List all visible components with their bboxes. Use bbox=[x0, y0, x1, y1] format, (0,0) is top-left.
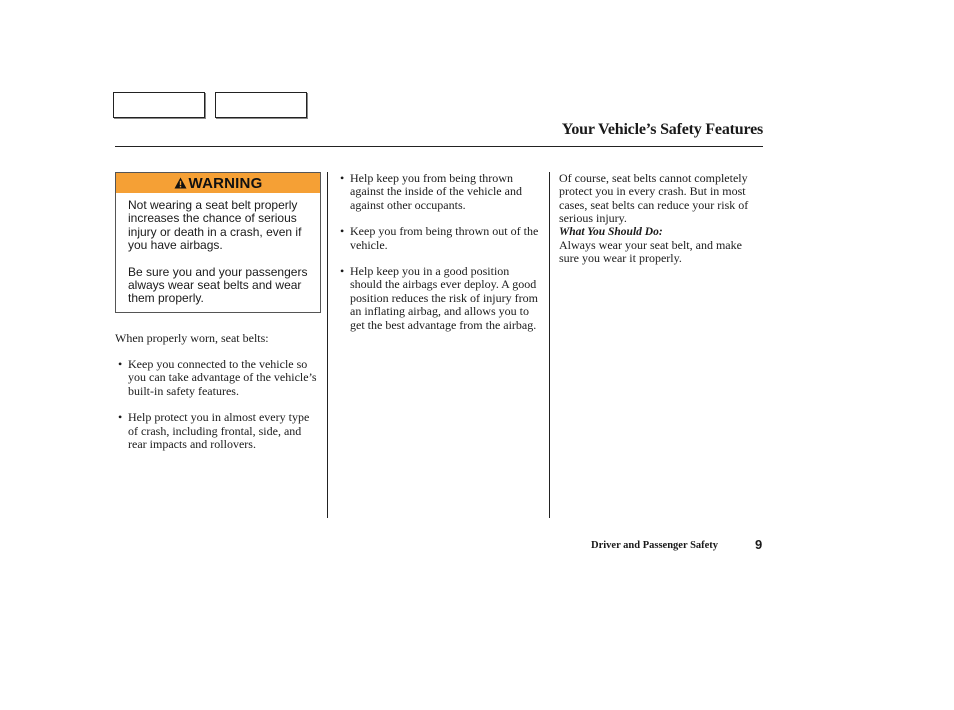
bullet-icon: • bbox=[118, 357, 123, 371]
nav-button-prev[interactable] bbox=[113, 92, 205, 118]
list-item-text: Help protect you in almost every type of crash, including frontal, side, and rear impacts and rollovers. bbox=[128, 410, 310, 452]
list-item-text: Keep you connected to the vehicle so you can take advantage of the vehicle’s built-in safety features. bbox=[128, 357, 317, 398]
advice-paragraph: Always wear your seat belt, and make sure you wear it properly. bbox=[559, 238, 742, 266]
title-divider bbox=[115, 146, 763, 147]
bullet-icon: • bbox=[340, 224, 345, 239]
warning-triangle-icon bbox=[174, 177, 187, 189]
column1-bullets bbox=[118, 358, 322, 464]
warning-paragraph: Not wearing a seat belt properly increases the chance of serious injury or death in a crash, even if you have airbags. bbox=[128, 198, 302, 253]
list-item bbox=[340, 265, 544, 332]
column1-intro bbox=[115, 332, 325, 345]
list-item bbox=[118, 358, 322, 398]
warning-label: WARNING bbox=[188, 174, 263, 192]
list-item-text: Help keep you in a good position should the airbags ever deploy. A good position reduces the risk of injury from an inflating airbag, and allows you to get the best advantage from the airbag. bbox=[350, 264, 538, 332]
bullet-icon: • bbox=[340, 264, 345, 279]
list-item bbox=[118, 411, 322, 451]
warning-header bbox=[116, 173, 320, 193]
subheading: What You Should Do: bbox=[559, 225, 663, 238]
footer-section-name: Driver and Passenger Safety bbox=[591, 540, 719, 551]
list-item-text: Keep you from being thrown out of the vehicle. bbox=[350, 224, 539, 252]
column3 bbox=[559, 172, 759, 266]
column-divider bbox=[327, 172, 328, 518]
intro-text: When properly worn, seat belts: bbox=[115, 331, 269, 345]
nav-button-next[interactable] bbox=[215, 92, 307, 118]
list-item bbox=[340, 225, 544, 252]
warning-box bbox=[115, 172, 321, 313]
column-divider bbox=[549, 172, 550, 518]
page-title: Your Vehicle’s Safety Features bbox=[561, 121, 763, 138]
list-item-text: Help keep you from being thrown against the inside of the vehicle and against other occupants. bbox=[350, 171, 522, 212]
warning-paragraph: Be sure you and your passengers always wear seat belts and wear them properly. bbox=[128, 264, 308, 306]
list-item bbox=[340, 172, 544, 212]
body-paragraph: Of course, seat belts cannot completely protect you in every crash. But in most cases, seat belts can reduce your risk of serious injury. bbox=[559, 171, 749, 226]
bullet-icon: • bbox=[340, 171, 345, 185]
column2-bullets bbox=[340, 172, 544, 345]
warning-text bbox=[116, 193, 320, 306]
bullet-icon: • bbox=[118, 410, 123, 425]
page-number: 9 bbox=[755, 537, 763, 552]
